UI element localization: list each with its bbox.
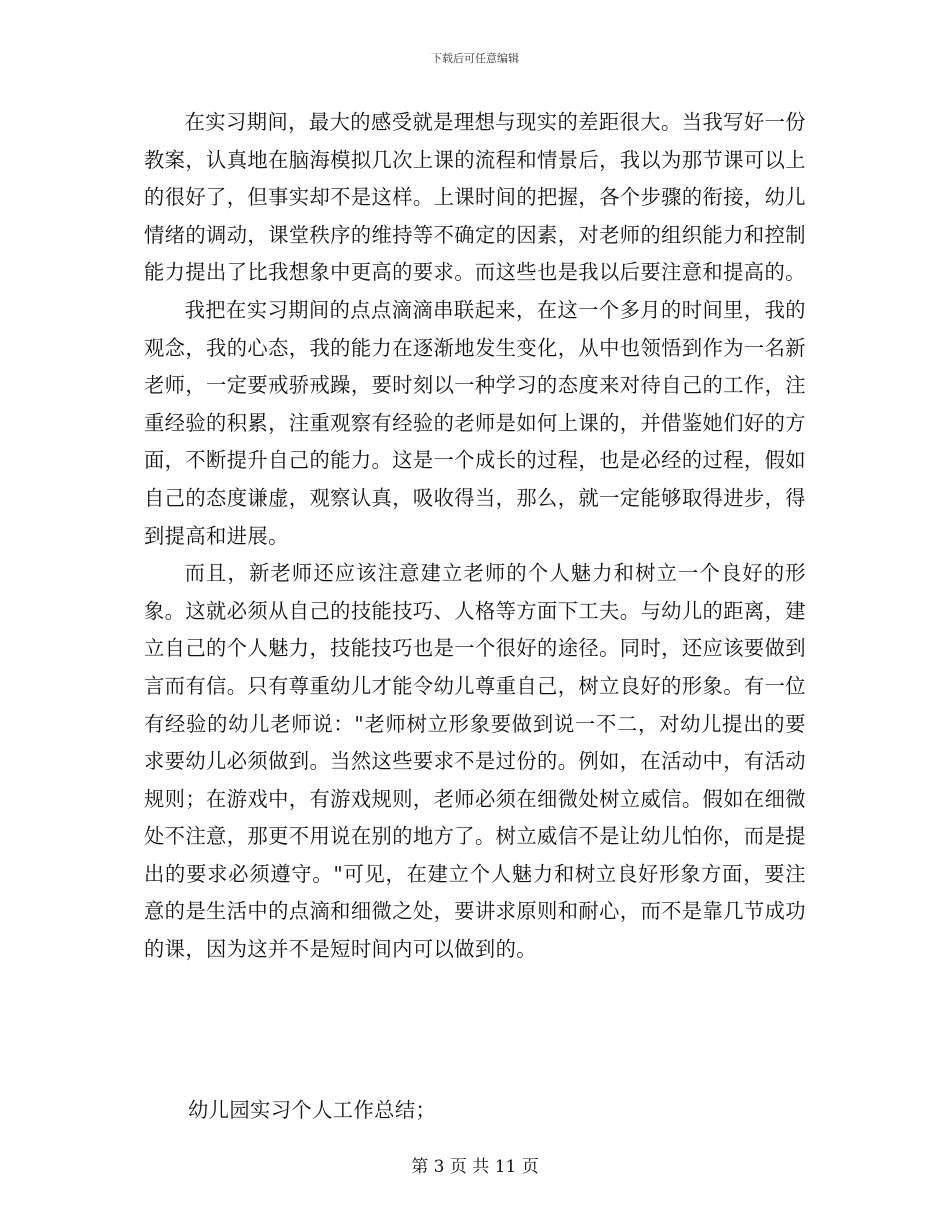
paragraph-3: 而且，新老师还应该注意建立老师的个人魅力和树立一个良好的形象。这就必须从自己的技能技巧、人格等方面下工夫。与幼儿的距离，建立自己的个人魅力，技能技巧也是一个很好的途径。同时，还应该要做到言而有信。只有尊重幼儿才能令幼儿尊重自己，树立良好的形象。有一位有经验的幼儿老师说："老师树立形象要做到说一不二，对幼儿提出的要求要幼儿必须做到。当然这些要求不是过份的。例如，在活动中，有活动规则；在游戏中，有游戏规则，老师必须在细微处树立威信。假如在细微处不注意，那更不用说在别的地方了。树立威信不是让幼儿怕你，而是提出的要求必须遵守。"可见，在建立个人魅力和树立良好形象方面，要注意的是生活中的点滴和细微之处，要讲求原则和耐心，而不是靠几节成功的课，因为这并不是短时间内可以做到的。 (144, 561, 806, 962)
page-header: 下载后可任意编辑 (431, 52, 519, 65)
section-heading: 幼儿园实习个人工作总结； (188, 1098, 437, 1122)
document-body (144, 104, 806, 969)
paragraph-1: 在实习期间，最大的感受就是理想与现实的差距很大。当我写好一份教案，认真地在脑海模拟几次上课的流程和情景后，我以为那节课可以上的很好了，但事实却不是这样。上课时间的把握，各个步骤的衔接，幼儿情绪的调动，课堂秩序的维持等不确定的因素，对老师的组织能力和控制能力提出了比我想象中更高的要求。而这些也是我以后要注意和提高的。 (144, 110, 806, 285)
paragraph-2: 我把在实习期间的点点滴滴串联起来，在这一个多月的时间里，我的观念，我的心态，我的能力在逐渐地发生变化，从中也领悟到作为一名新老师，一定要戒骄戒躁，要时刻以一种学习的态度来对待自己的工作，注重经验的积累，注重观察有经验的老师是如何上课的，并借鉴她们好的方面，不断提升自己的能力。这是一个成长的过程，也是必经的过程，假如自己的态度谦虚，观察认真，吸收得当，那么，就一定能够取得进步，得到提高和进展。 (144, 297, 806, 548)
page-footer: 第 3 页 共 11 页 (411, 1157, 539, 1177)
